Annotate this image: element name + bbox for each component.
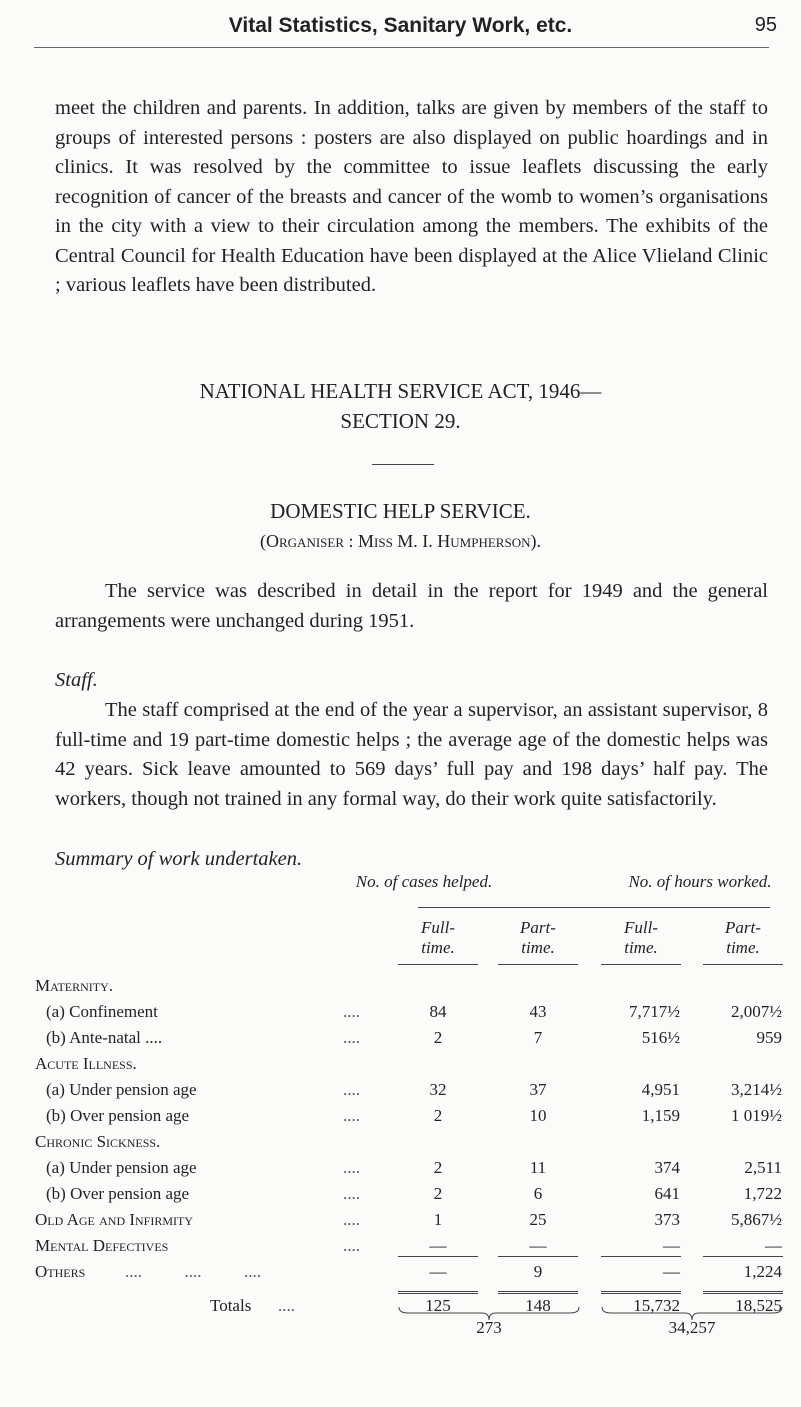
total-double-rule-2 [498,1291,578,1294]
table-cell: 2 [433,1184,443,1203]
act-heading-line2: SECTION 29. [340,409,461,433]
table-cell: 2 [433,1158,443,1177]
table-cell: — [663,1262,680,1281]
row-label: (a) Confinement [46,1002,158,1021]
table-cell: 32 [429,1080,447,1099]
table-cell: 1 [433,1210,443,1229]
table-cell: 7,717½ [629,1002,680,1021]
header-rule [34,47,769,48]
sum-rule-3 [601,1256,681,1257]
table-cell: 18,525 [735,1296,782,1315]
leader-dots: .... [343,1028,360,1047]
col-rule-4 [703,964,783,965]
divider-rule [372,464,434,465]
total-double-rule-1 [398,1291,478,1294]
table-cell: 84 [429,1002,447,1021]
total-double-rule-3 [601,1291,681,1294]
col-header-hours-part: Part- time. [725,918,761,957]
table-cell: 959 [756,1028,782,1047]
table-cell: 2 [433,1028,443,1047]
table-cell: 10 [529,1106,547,1125]
col-rule-2 [498,964,578,965]
table-cell: 374 [654,1158,680,1177]
row-label: (b) Over pension age [46,1106,190,1125]
table-cell: — [529,1236,547,1255]
table-cell: 37 [529,1080,547,1099]
summary-heading: Summary of work undertaken. [55,848,303,870]
leader-dots: .... [278,1296,295,1315]
row-label: Others [35,1262,86,1281]
table-top-rule [418,907,770,908]
page-number: 95 [754,14,777,36]
leader-dots: .... .... .... [125,1262,261,1281]
table-cell: 7 [533,1028,543,1047]
leader-dots: .... [343,1106,360,1125]
category-maternity: Maternity. [35,976,114,995]
table-cell: 1 019½ [731,1106,782,1125]
table-cell: 6 [533,1184,543,1203]
section-title: DOMESTIC HELP SERVICE. [270,499,531,523]
row-label: (b) Ante-natal .... [46,1028,163,1047]
category-chronic-sickness: Chronic Sickness. [35,1132,161,1151]
category-acute-illness: Acute Illness. [35,1054,137,1073]
col-rule-3 [601,964,681,965]
table-cell: 373 [654,1210,680,1229]
table-cell: 2 [433,1106,443,1125]
grand-total-cases: 273 [476,1318,502,1337]
row-label: (a) Under pension age [46,1158,197,1177]
table-cell: 1,224 [743,1262,782,1281]
act-heading-line1: NATIONAL HEALTH SERVICE ACT, 1946— [199,379,602,403]
staff-paragraph: The staff comprised at the end of the year a supervisor, an assistant supervisor, 8 full-time and 19 part-time domestic helps ; the average age of the domestic helps was 42 years. Sick leave amounted to 569 days’ full pay and 198 days’ half pay. The workers, though not trained in any formal way, do their work quite satisfactorily. [55,699,768,810]
table-cell: — [765,1236,782,1255]
table-cell: 43 [529,1002,547,1021]
table-cell: 2,511 [744,1158,782,1177]
staff-heading: Staff. [55,669,98,691]
table-cell: 11 [529,1158,547,1177]
table-cell: 4,951 [641,1080,680,1099]
running-header: Vital Statistics, Sanitary Work, etc. [228,14,573,37]
table-cell: 3,214½ [731,1080,782,1099]
leader-dots: .... [343,1236,360,1255]
col-header-cases-full: Full- time. [421,918,455,957]
table-cell: — [429,1262,447,1281]
leader-dots: .... [343,1002,360,1021]
sum-rule-1 [398,1256,478,1257]
table-cell: 641 [654,1184,680,1203]
row-label: Totals [210,1296,252,1315]
table-cell: 25 [529,1210,547,1229]
table-cell: — [429,1236,447,1255]
table-cell: 2,007½ [731,1002,782,1021]
table-cell: 1,722 [743,1184,782,1203]
intro-paragraph: meet the children and parents. In addition, talks are given by members of the staff to groups of interested persons : posters are also displayed on public hoardings and in clinics. It was resolved by the committee to issue leaflets discussing the early recognition of cancer of the breasts and cancer of the womb to women’s organisations in the city with a view to their circulation among the members. The exhibits of the Central Council for Health Education have been displayed at the Alice Vlieland Clinic ; various leaflets have been distributed. [55,97,768,296]
table-cell: — [663,1236,680,1255]
col-header-cases-part: Part- time. [520,918,556,957]
col-rule-1 [398,964,478,965]
sum-rule-4 [703,1256,783,1257]
leader-dots: .... [343,1210,360,1229]
col-header-hours-full: Full- time. [624,918,658,957]
leader-dots: .... [343,1080,360,1099]
table-cell: 516½ [641,1028,680,1047]
total-double-rule-4 [703,1291,783,1294]
row-label: (b) Over pension age [46,1184,190,1203]
sum-rule-2 [498,1256,578,1257]
grand-total-hours: 34,257 [668,1318,716,1337]
leader-dots: .... [343,1158,360,1177]
table-cell: 15,732 [633,1296,680,1315]
organiser-line: (Organiser : Miss M. I. Humpherson). [260,531,541,551]
service-paragraph: The service was described in detail in the report for 1949 and the general arrangements were unchanged during 1951. [55,580,768,632]
leader-dots: .... [343,1184,360,1203]
table-cell: 9 [533,1262,543,1281]
table-cell: 5,867½ [731,1210,782,1229]
table-cell: 125 [425,1296,451,1315]
row-label: Mental Defectives [35,1236,169,1255]
row-label: (a) Under pension age [46,1080,197,1099]
table-cell: 148 [525,1296,551,1315]
row-label: Old Age and Infirmity [35,1210,194,1229]
table-cell: 1,159 [641,1106,680,1125]
